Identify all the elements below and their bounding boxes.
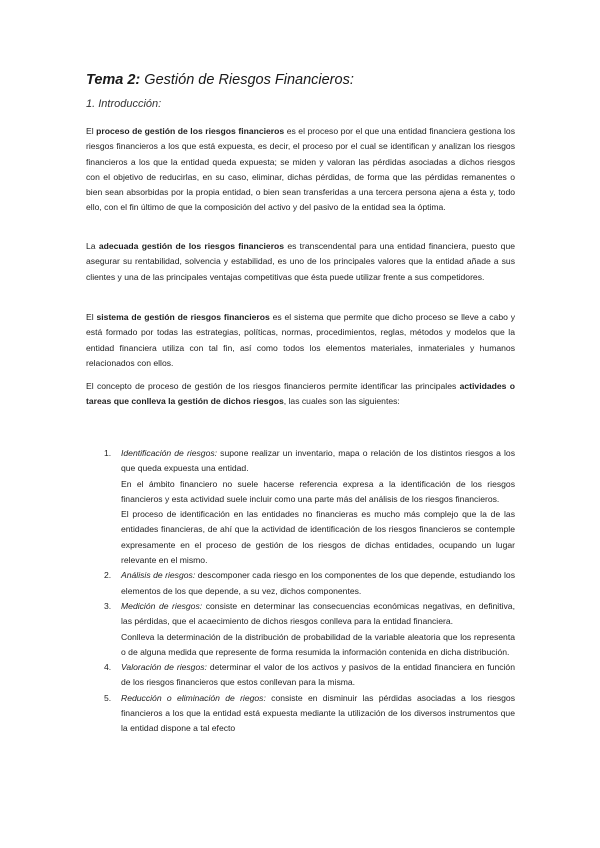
list-term: Medición de riesgos: [121, 600, 203, 611]
list-item [86, 599, 515, 660]
paragraph-text: es el proceso por el que una entidad financiera gestiona los riesgos financieros a los que está expuesta, es decir, el proceso por el cual se identifican y analizan los riesgos financieros a los que la entidad queda expuesta; se miden y valoran las pérdidas asociadas a dichos riesgos con el objetivo de reducirlas, en su caso, eliminar, dichas pérdidas, de forma que las pérdidas remanentes o bien sean absorbidas por la propia entidad, o bien sean transferidas a una tercera persona ajena a ésta y, todo ello, con el fin último de que la composición del activo y del pasivo de la entidad sea la óptima. [86, 126, 515, 213]
paragraph-text: El [86, 312, 97, 322]
list-item [86, 446, 515, 568]
paragraph-bold: adecuada gestión de los riesgos financieros [98, 241, 285, 251]
paragraph-2 [86, 239, 515, 285]
paragraph-3 [86, 310, 515, 371]
list-text: determinar el valor de los activos y pasivos de la entidad financiera en función de los riesgos financieros que estos conllevan para la misma. [121, 662, 515, 688]
list-item [86, 691, 515, 737]
paragraph-bold: actividades o tareas que conlleva la gestión de dichos riesgos [86, 381, 515, 407]
list-text: supone realizar un inventario, mapa o relación de los distintos riesgos a los que queda expuesta una entidad. [121, 448, 516, 474]
paragraph-text: es transcendental para una entidad financiera, puesto que asegurar su rentabilidad, solvencia y estabilidad, es uno de los principales valores que la entidad añade a sus clientes y una de las principales ventajas competitivas que ésta puede utilizar frente a sus competidores. [86, 241, 515, 282]
paragraph-text: es el sistema que permite que dicho proceso se lleve a cabo y está formado por todas las estrategias, políticas, normas, procedimientos, reglas, métodos y modelos que la entidad financiera utiliza con tal fin, así como todos los elementos materiales, inmateriales y humanos relacionados con ellos. [86, 312, 516, 368]
list-text: consiste en disminuir las pérdidas asociadas a los riesgos financieros a los que la entidad está expuesta mediante la utilización de los diversos instrumentos que la entidad dispone a tal efecto [121, 692, 516, 734]
document-title [86, 72, 354, 88]
list-continuation: Conlleva la determinación de la distribución de probabilidad de la variable aleatoria que los representa o de alguna medida que represente de forma resumida la información contenida en dicha distribución. [121, 631, 515, 657]
list-item [86, 660, 515, 691]
paragraph-text: El concepto de proceso de gestión de los riesgos financieros permite identificar las principales [86, 381, 460, 391]
list-term: Reducción o eliminación de riegos: [121, 692, 266, 703]
list-number: 3. [104, 600, 112, 611]
title-text: Gestión de Riesgos Financieros: [144, 72, 354, 88]
list-item [86, 568, 515, 599]
list-number: 5. [104, 692, 112, 703]
section-heading: 1. Introducción: [86, 98, 162, 110]
paragraph-bold: sistema de gestión de riesgos financieros [96, 312, 270, 322]
list-text: descomponer cada riesgo en los componentes de los que depende, estudiando los elementos de los que depende, a su vez, dichos componentes. [121, 570, 515, 596]
activities-list [86, 446, 515, 737]
list-text: consiste en determinar las consecuencias económicas negativas, en definitiva, las pérdidas, que el acaecimiento de dichos riesgos conlleva para la entidad financiera. [121, 600, 515, 627]
list-term: Análisis de riesgos: [121, 570, 196, 581]
list-term: Valoración de riesgos: [121, 662, 207, 673]
paragraph-text: La [86, 241, 99, 251]
list-continuation: En el ámbito financiero no suele hacerse referencia expresa a la identificación de los riesgos financieros y esta actividad suele incluir como una parte más del análisis de los riesgos financieros. [121, 478, 515, 504]
list-number: 1. [104, 448, 112, 458]
paragraph-1 [86, 124, 515, 216]
paragraph-bold: proceso de gestión de los riesgos financieros [96, 126, 285, 136]
title-prefix: Tema 2: [86, 72, 141, 88]
list-number: 4. [104, 662, 112, 673]
list-continuation: El proceso de identificación en las entidades no financieras es mucho más complejo que la de las entidades financieras, de ahí que la actividad de identificación de los riesgos financieros se contemple expresamente en el proceso de gestión de los riesgos de dichas entidades, ocupando un lugar relevante en el mismo. [121, 509, 515, 566]
list-term: Identificación de riesgos: [121, 448, 218, 458]
paragraph-text: El [86, 126, 97, 136]
list-number: 2. [104, 570, 112, 581]
paragraph-text: , las cuales son las siguientes: [283, 396, 400, 407]
paragraph-4 [86, 379, 515, 410]
